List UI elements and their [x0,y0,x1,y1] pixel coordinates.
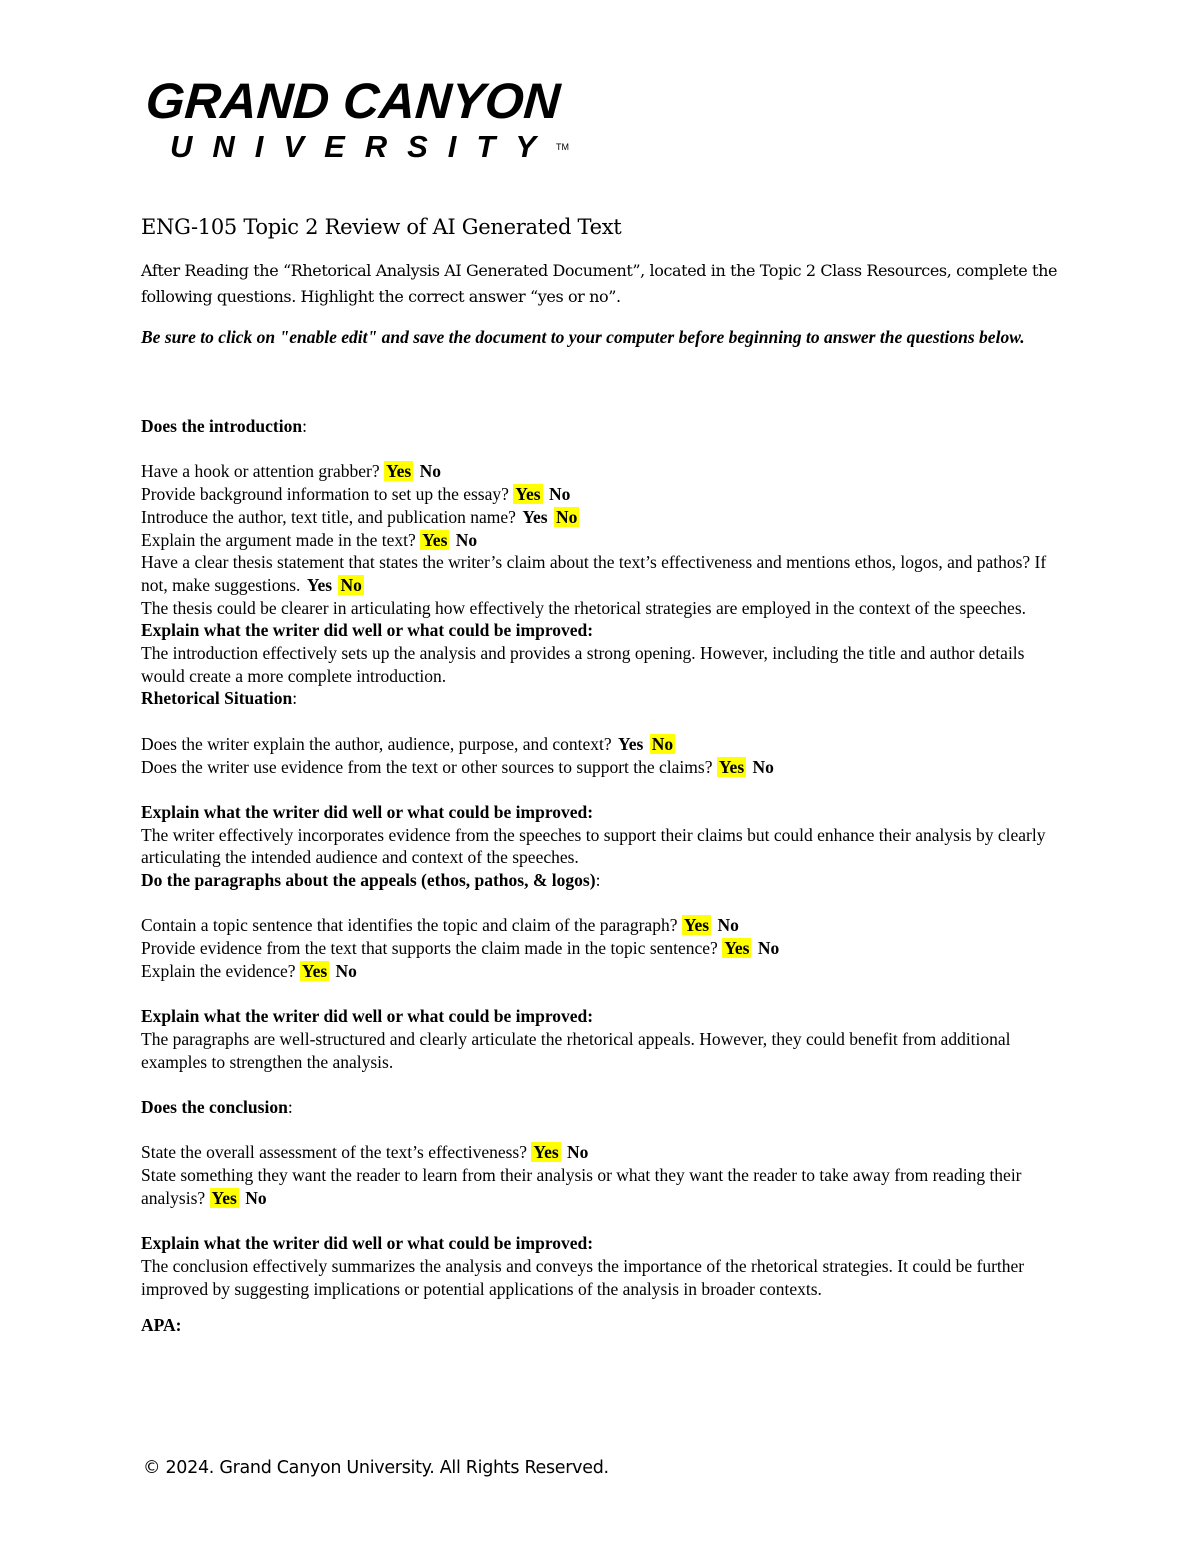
heading-colon: : [287,1097,293,1117]
answer-yes[interactable]: Yes [515,484,541,505]
questions-conclusion [141,1141,1061,1209]
heading-colon: : [292,688,298,709]
answer-no[interactable]: No [717,915,739,936]
explain-text-introduction[interactable]: The introduction effectively sets up the analysis and provides a strong opening. However, including the title and author details would create a more complete introduction. [141,643,1025,686]
logo-university-text: UNIVERSITY [170,129,557,164]
answer-yes[interactable]: Yes [533,1142,559,1163]
question-text: Have a clear thesis statement that states the writer’s claim about the text’s effectiveness and mentions ethos, logos, and pathos? If not, make suggestions. [141,552,1047,595]
explain-label-appeals: Explain what the writer did well or what could be improved: [141,1006,594,1027]
question-text: Explain the evidence? [141,960,300,981]
answer-yes[interactable]: Yes [683,915,710,936]
answer-no[interactable]: No [419,461,442,482]
questions-introduction [141,460,1061,596]
answer-no[interactable]: No [455,529,478,550]
answer-no[interactable]: No [567,1142,589,1163]
question-text: Contain a topic sentence that identifies the topic and claim of the paragraph? [141,915,682,936]
question-row [141,733,1061,756]
heading-colon: : [302,416,307,436]
answer-yes[interactable]: Yes [618,733,644,754]
answer-yes[interactable]: Yes [422,529,448,550]
heading-colon: : [595,870,601,891]
section-heading-conclusion [141,1096,1061,1119]
question-row [141,551,1061,596]
question-text: Introduce the author, text title, and publication name? [141,506,521,527]
question-text: Provide evidence from the text that supports the claim made in the topic sentence? [141,938,723,959]
heading-text: Do the paragraphs about the appeals (ethos, pathos, & logos) [141,870,596,891]
logo-line-university [170,130,569,164]
section-heading-introduction [141,415,1061,438]
answer-no[interactable]: No [245,1187,267,1208]
instruction-paragraph: Be sure to click on "enable edit" and save the document to your computer before beginning to answer the questions below. [141,327,1025,347]
question-text: State the overall assessment of the text’s effectiveness? [141,1142,532,1163]
question-row [141,483,1061,506]
copyright-footer: © 2024. Grand Canyon University. All Rights Reserved. [143,1458,609,1478]
heading-text: Does the conclusion [141,1097,288,1117]
explain-label-rhetorical: Explain what the writer did well or what could be improved: [141,801,594,822]
answer-yes[interactable]: Yes [522,506,548,527]
answer-yes[interactable]: Yes [301,960,328,981]
explain-text-rhetorical[interactable]: The writer effectively incorporates evidence from the speeches to support their claims but could enhance their analysis by clearly articulating the intended audience and context of the speeches. [141,824,1046,868]
intro-paragraph: After Reading the “Rhetorical Analysis AI Generated Document”, located in the Topic 2 Class Resources, complete the following questions. Highlight the correct answer “yes or no”. [141,261,1058,306]
question-text: Does the writer explain the author, audience, purpose, and context? [141,733,617,754]
question-text: Provide background information to set up the essay? [141,484,514,505]
question-text: Have a hook or attention grabber? [141,461,384,482]
question-row [141,529,1061,552]
document-body [141,212,1061,1337]
section-heading-appeals [141,869,1061,892]
document-title: ENG-105 Topic 2 Review of AI Generated Text [141,215,622,239]
answer-yes[interactable]: Yes [724,938,750,959]
question-row [141,937,1061,960]
question-row [141,506,1061,529]
question-text: Explain the argument made in the text? [141,529,421,550]
questions-appeals [141,914,1061,982]
apa-heading: APA: [141,1315,182,1336]
university-logo [146,74,569,164]
answer-yes[interactable]: Yes [718,756,745,777]
answer-no[interactable]: No [555,506,578,527]
heading-text: Rhetorical Situation [141,688,293,709]
section-heading-rhetorical [141,687,1061,710]
heading-text: Does the introduction [141,416,303,436]
question-row [141,1141,1061,1164]
thesis-note: The thesis could be clearer in articulating how effectively the rhetorical strategies are employed in the context of the speeches. [141,597,1027,618]
logo-trademark: TM [556,142,570,152]
answer-no[interactable]: No [651,733,674,754]
answer-no[interactable]: No [335,960,357,981]
explain-text-appeals[interactable]: The paragraphs are well-structured and clearly articulate the rhetorical appeals. However, they could benefit from additional examples to strengthen the analysis. [141,1028,1011,1072]
question-text: Does the writer use evidence from the text or other sources to support the claims? [141,756,717,777]
question-row [141,960,1061,983]
answer-yes[interactable]: Yes [306,574,333,595]
answer-yes[interactable]: Yes [211,1187,237,1208]
explain-label-introduction: Explain what the writer did well or what could be improved: [141,620,594,641]
answer-yes[interactable]: Yes [385,461,412,482]
explain-text-conclusion[interactable]: The conclusion effectively summarizes the analysis and conveys the importance of the rhetorical strategies. It could be further improved by suggesting implications or potential applications of the analysis in broader contexts. [141,1255,1025,1299]
question-row [141,756,1061,779]
answer-no[interactable]: No [340,574,362,595]
question-row [141,914,1061,937]
question-row [141,460,1061,483]
answer-no[interactable]: No [548,484,571,505]
explain-label-conclusion: Explain what the writer did well or what could be improved: [141,1233,594,1254]
answer-no[interactable]: No [752,756,774,777]
questions-rhetorical [141,733,1061,778]
logo-line-grand-canyon: GRAND CANYON [144,73,562,129]
question-row [141,1164,1061,1209]
question-text: State something they want the reader to learn from their analysis or what they want the reader to take away from reading their analysis? [141,1165,1022,1208]
answer-no[interactable]: No [757,938,780,959]
